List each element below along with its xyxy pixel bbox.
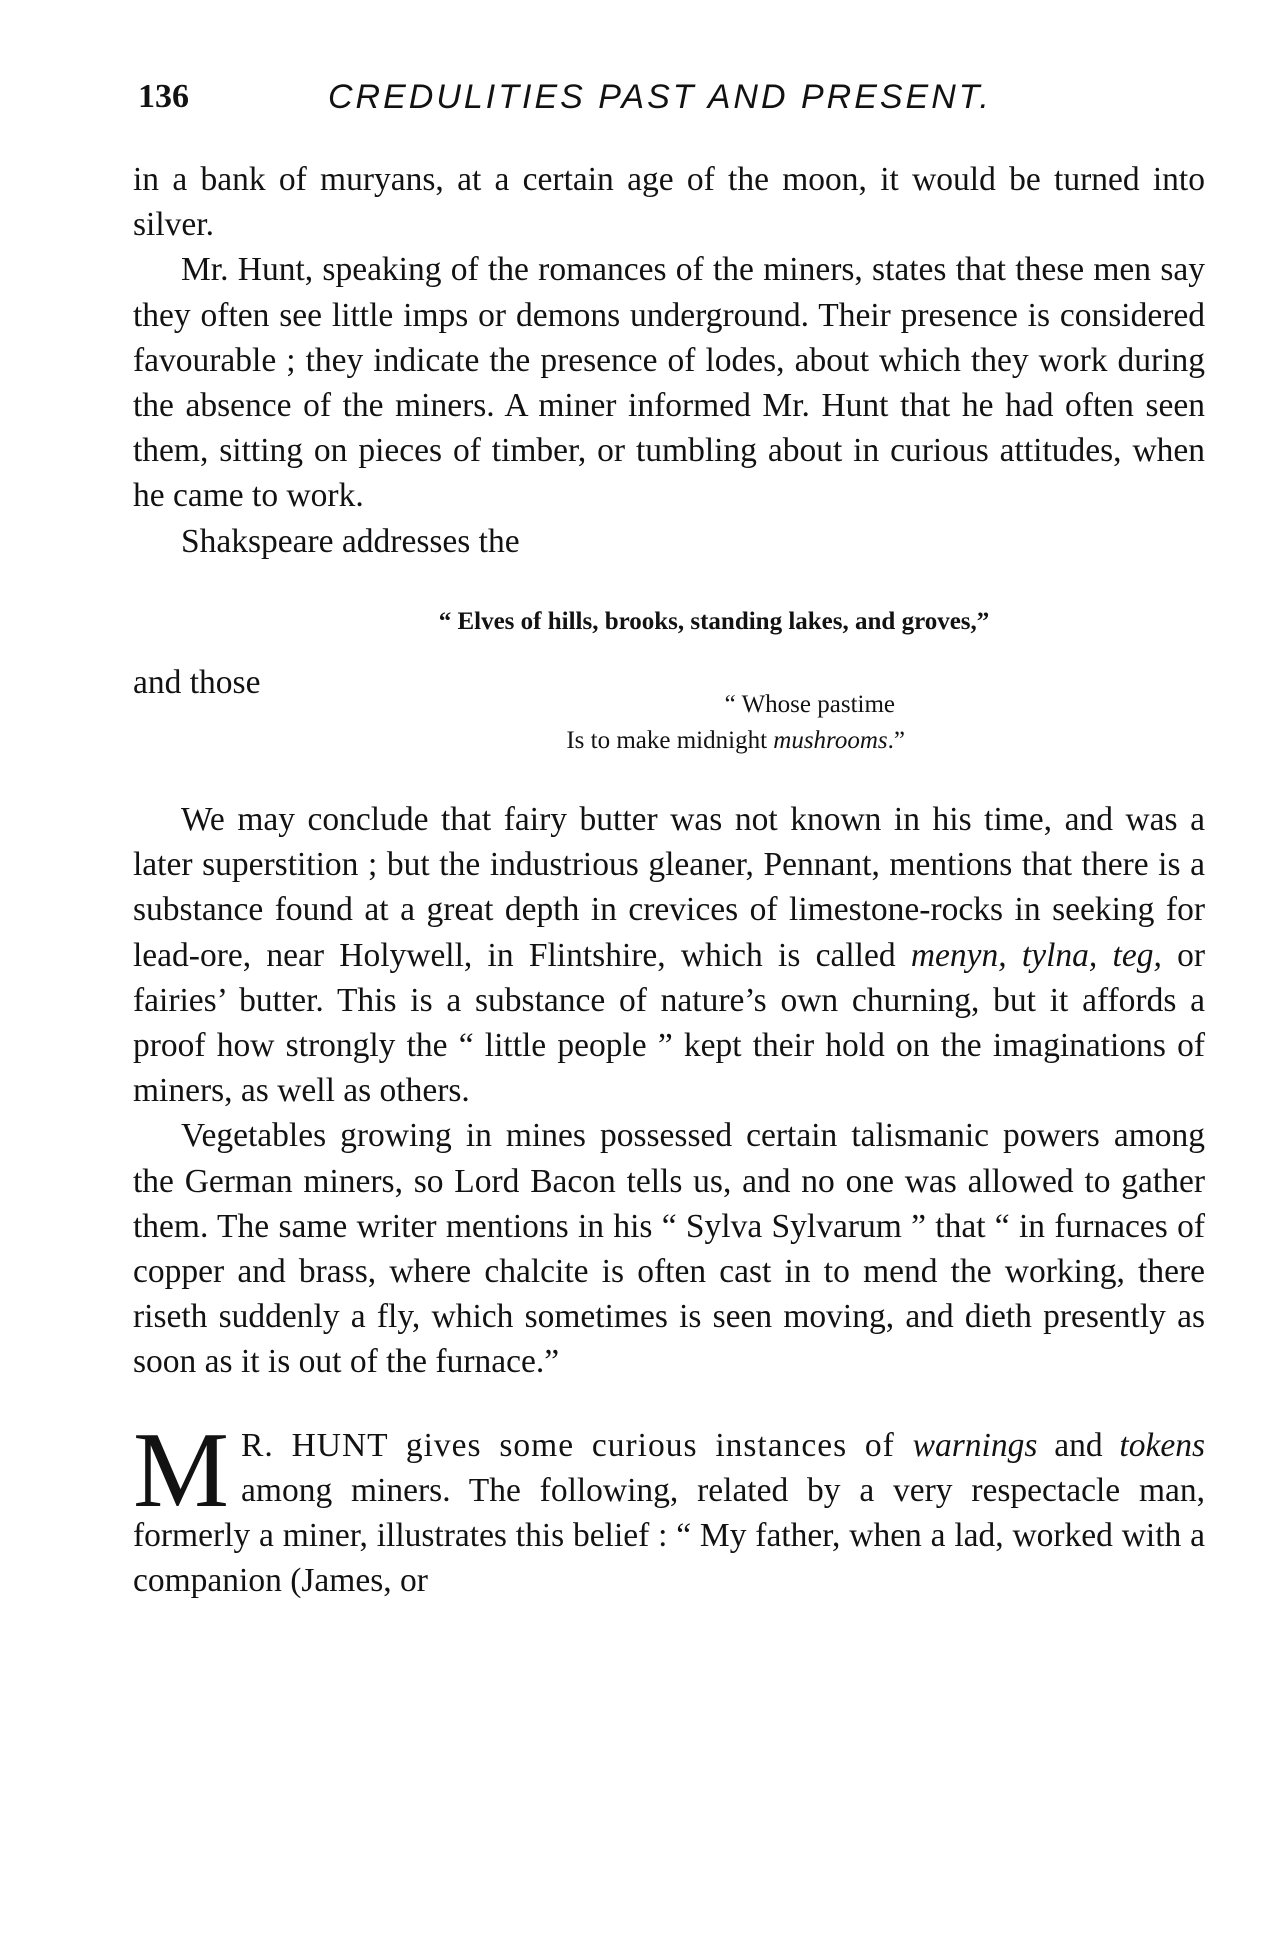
- page-header: [138, 78, 1198, 122]
- verse-quote-2-line-2-start: Is to make midnight: [566, 727, 774, 755]
- paragraph-6: Vegetables growing in mines possessed certain talismanic powers among the German miners, so Lord Bacon tells us, and no one was allowed to gather them. The same writer mentions in his “ Sylva Sylvarum ” that “ in furnaces of copper and brass, where chalcite is often cast in to mend the working, there riseth suddenly a fly, which sometimes is seen moving, and dieth presently as soon as it is out of the furnace.”: [133, 1117, 1205, 1381]
- page-number: 136: [138, 78, 189, 115]
- verse-quote-2-italic: mushrooms: [773, 727, 888, 755]
- drop-cap: M: [133, 1410, 230, 1530]
- paragraph-7-and: and: [1037, 1426, 1120, 1464]
- paragraph-7-start: R. HUNT gives some curious instances of: [241, 1426, 913, 1464]
- paragraph-2: Mr. Hunt, speaking of the romances of the miners, states that these men say they often see little imps or demons underground. Their presence is considered favourable ; they indicate the presence of lodes, about which they work during the absence of the miners. A miner informed Mr. Hunt that he had often seen them, sitting on pieces of timber, or tumbling about in curious attitudes, when he came to work.: [133, 251, 1205, 515]
- paragraph-1: in a bank of muryans, at a certain age of the moon, it would be turned into silver.: [133, 161, 1205, 244]
- paragraph-7-end: among miners. The following, related by a very respectacle man, formerly a miner, illustrates this belief : “ My father, when a lad, worked with a companion (James, or: [133, 1471, 1205, 1600]
- verse-quote-2-line-1: “ Whose pastime: [724, 691, 895, 719]
- paragraph-7-italic-tokens: tokens: [1119, 1426, 1206, 1464]
- paragraph-5-welsh-words: menyn, tylna, teg,: [910, 936, 1162, 974]
- paragraph-7: [133, 1410, 1206, 1604]
- verse-quote-2-line-2-end: .”: [887, 727, 905, 755]
- running-title: CREDULITIES PAST AND PRESENT.: [328, 78, 992, 116]
- paragraph-5-end: or fairies’ butter. This is a substance of nature’s own churning, but it affords a proof how strongly the “ little people ” kept their hold on the imaginations of miners, as well as others.: [133, 936, 1206, 1110]
- paragraph-5: [133, 797, 1205, 1113]
- paragraph-3: Shakspeare addresses the: [181, 522, 520, 560]
- verse-quote-2: [133, 687, 1205, 759]
- paragraph-5-start: We may conclude that fairy butter was not known in his time, and was a later superstition ; but the industrious gleaner, Pennant, mentions that there is a substance found at a great depth in crevices of limestone-rocks in seeking for lead-ore, near Holywell, in Flintshire, which is called: [133, 801, 1205, 974]
- verse-quote-2-line-2: [133, 723, 905, 759]
- verse-quote-1: “ Elves of hills, brooks, standing lakes, and groves,”: [438, 607, 990, 635]
- paragraph-7-italic-warnings: warnings: [912, 1426, 1038, 1464]
- paragraph-4: and those: [133, 663, 261, 701]
- body-text: [133, 157, 1205, 1603]
